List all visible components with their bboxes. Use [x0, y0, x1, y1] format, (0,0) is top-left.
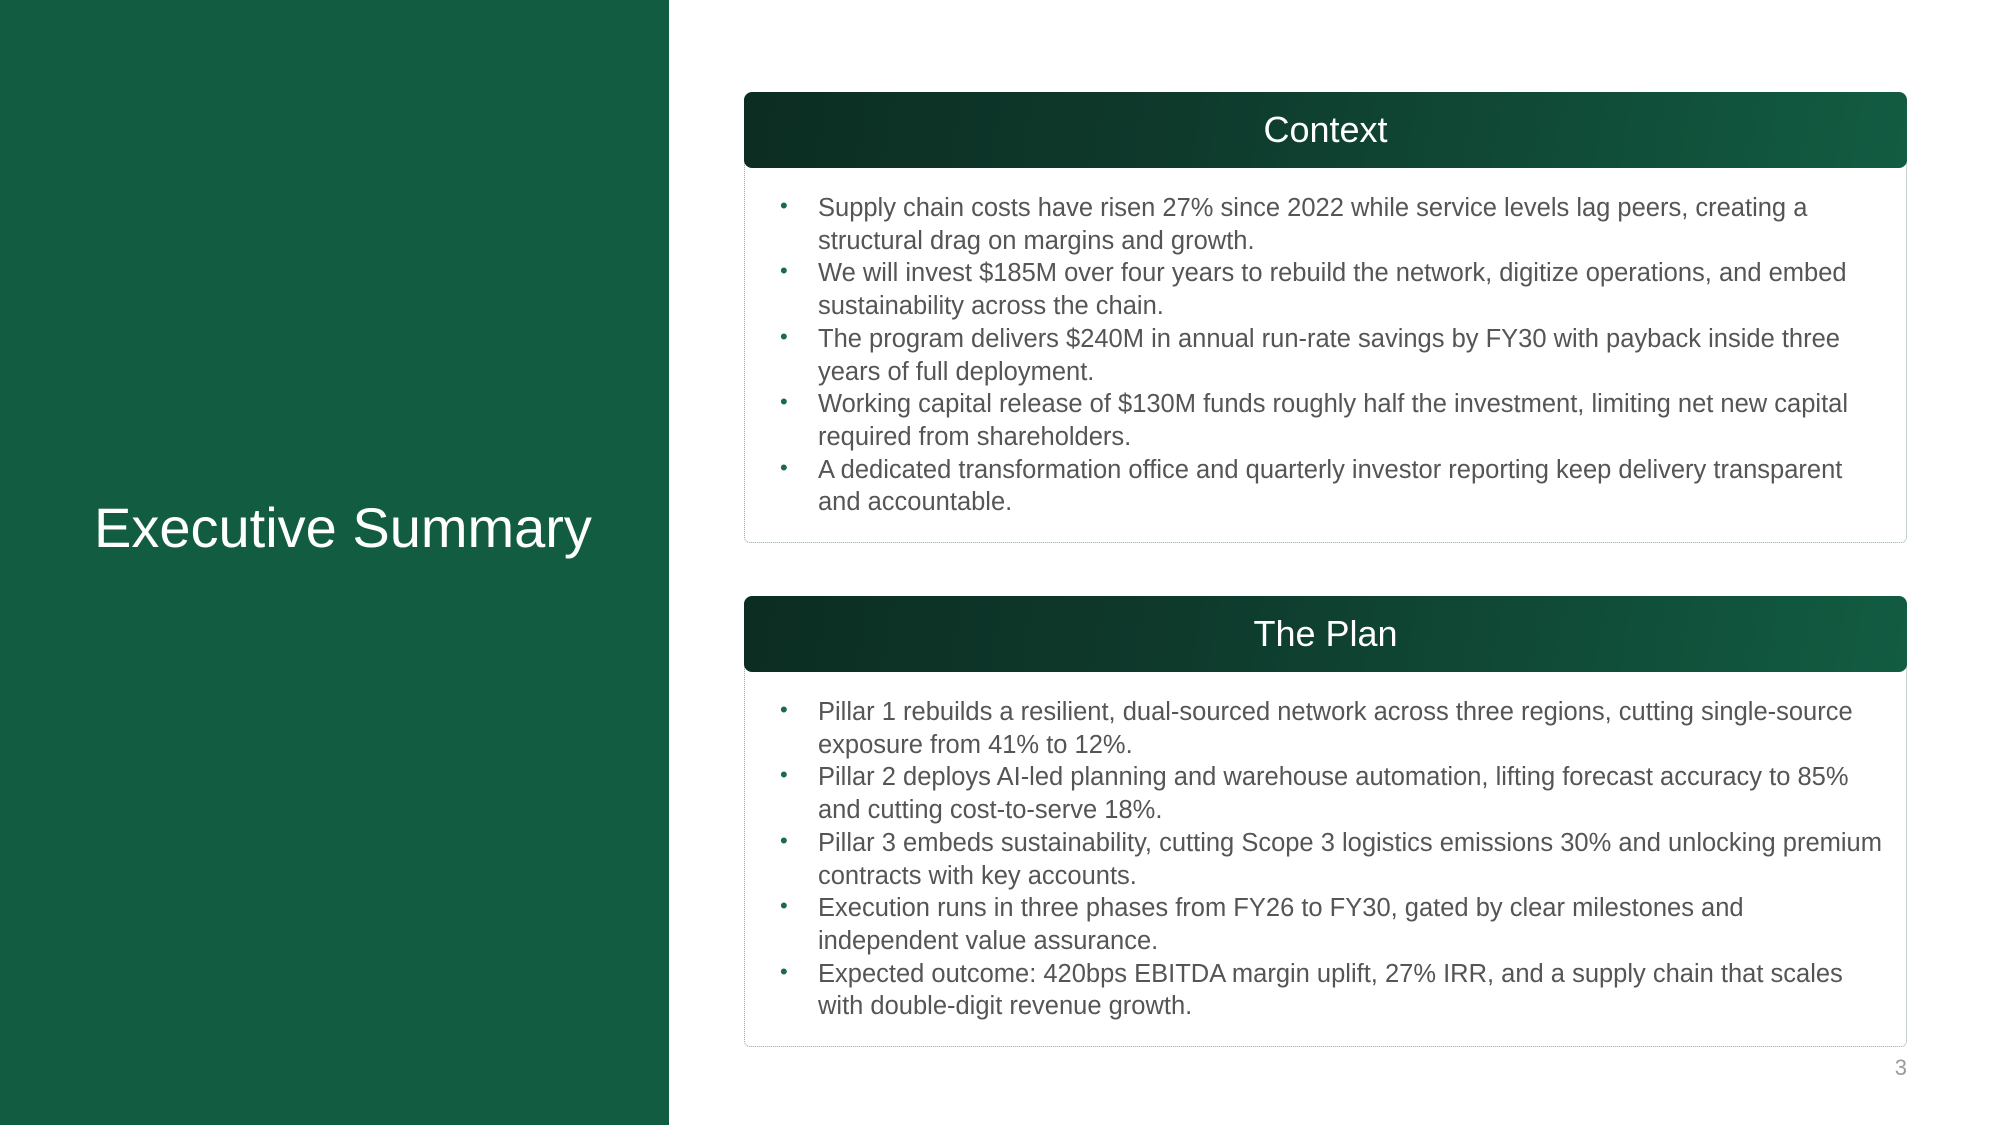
plan-card	[744, 596, 1907, 1047]
context-bullet	[780, 454, 1890, 519]
plan-bullet-list	[780, 696, 1890, 1023]
bullet-dot-icon: •	[780, 323, 788, 349]
plan-bullet	[780, 958, 1890, 1023]
bullet-dot-icon: •	[780, 193, 788, 218]
plan-bullet	[780, 761, 1890, 826]
bullet-dot-icon: •	[780, 697, 788, 722]
context-bullet-text: A dedicated transformation office and quarterly investor reporting keep delivery transparent and accountable.	[818, 455, 1843, 517]
context-bullet-text: Working capital release of $130M funds roughly half the investment, limiting net new capital required from shareholders.	[818, 390, 1848, 451]
bullet-dot-icon: •	[780, 762, 788, 788]
page-number: 3	[1894, 1055, 1907, 1080]
context-card	[744, 92, 1907, 543]
context-bullet	[780, 192, 1890, 257]
context-bullet-list	[780, 192, 1890, 519]
plan-bullet-text: Pillar 3 embeds sustainability, cutting Scope 3 logistics emissions 30% and unlocking premium contracts with key accounts.	[818, 828, 1882, 890]
left-panel	[0, 0, 669, 1125]
plan-bullet	[780, 892, 1890, 957]
context-bullet-text: We will invest $185M over four years to rebuild the network, digitize operations, and embed sustainability across the chain.	[818, 259, 1847, 321]
bullet-dot-icon: •	[780, 454, 788, 480]
plan-title: The Plan	[1253, 613, 1398, 654]
plan-bullet	[780, 827, 1890, 892]
bullet-dot-icon: •	[780, 389, 788, 415]
plan-bullet-text: Pillar 2 deploys AI-led planning and warehouse automation, lifting forecast accuracy to 85% and cutting cost-to-serve 18%.	[818, 763, 1849, 825]
plan-bullet-text: Expected outcome: 420bps EBITDA margin uplift, 27% IRR, and a supply chain that scales with double-digit revenue growth.	[818, 959, 1843, 1021]
context-bullet	[780, 388, 1890, 453]
context-bullet-text: Supply chain costs have risen 27% since 2022 while service levels lag peers, creating a structural drag on margins and growth.	[818, 194, 1808, 255]
context-title: Context	[1263, 109, 1388, 150]
slide-title: Executive Summary	[94, 496, 592, 559]
bullet-dot-icon: •	[780, 258, 788, 284]
context-card-header	[744, 92, 1907, 168]
plan-bullet-text: Execution runs in three phases from FY26 to FY30, gated by clear milestones and independent value assurance.	[818, 894, 1744, 955]
context-bullet-text: The program delivers $240M in annual run-rate savings by FY30 with payback inside three years of full deployment.	[818, 324, 1840, 386]
plan-bullet	[780, 696, 1890, 761]
bullet-dot-icon: •	[780, 827, 788, 853]
plan-card-header	[744, 596, 1907, 672]
bullet-dot-icon: •	[780, 893, 788, 919]
plan-bullet-text: Pillar 1 rebuilds a resilient, dual-sourced network across three regions, cutting single-source exposure from 41% to 12%.	[818, 698, 1853, 759]
context-bullet	[780, 257, 1890, 322]
bullet-dot-icon: •	[780, 958, 788, 984]
context-bullet	[780, 323, 1890, 388]
